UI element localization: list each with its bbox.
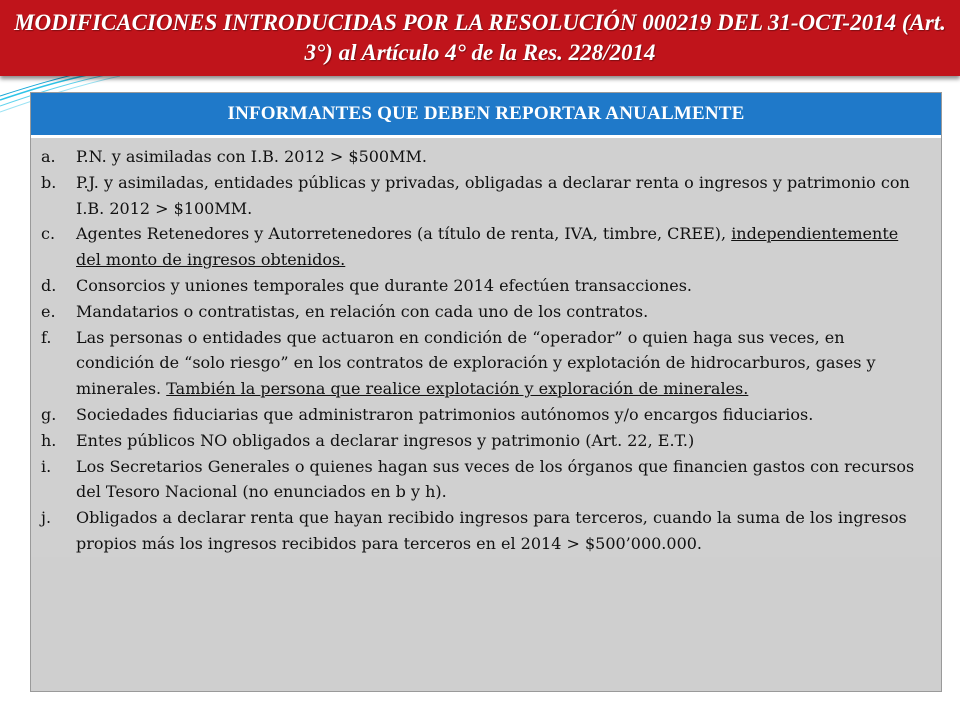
- list-item-text: [76, 221, 923, 273]
- list-item-letter: d.: [41, 275, 57, 295]
- list-item-underlined-text: independientemente del monto de ingresos obtenidos.: [76, 224, 899, 270]
- list-item-main-text: P.J. y asimiladas, entidades públicas y privadas, obligadas a declarar renta o ingresos y patrimonio con I.B. 2012 > $100MM.: [76, 172, 910, 218]
- informantes-table: [30, 92, 942, 692]
- list-item: [41, 221, 923, 273]
- list-item-text: [76, 505, 923, 557]
- list-item-main-text: Mandatarios o contratistas, en relación con cada uno de los contratos.: [76, 301, 649, 321]
- list-item-letter: h.: [41, 430, 57, 450]
- list-item-letter: e.: [41, 301, 56, 321]
- list-item-main-text: Las personas o entidades que actuaron en condición de “operador” o quien haga sus veces, en condición de “solo riesgo” en los contratos de exploración y explotación de hidrocarburos, gases y minerales.: [76, 327, 876, 399]
- list-item-text: [76, 428, 923, 454]
- list-item-letter: g.: [41, 404, 57, 424]
- list-item: [41, 170, 923, 222]
- slide-title: MODIFICACIONES INTRODUCIDAS POR LA RESOLUCIÓN 000219 DEL 31-OCT-2014 (Art. 3°) al Artículo 4° de la Res. 228/2014: [14, 10, 946, 65]
- list-item: [41, 273, 923, 299]
- list-item-main-text: Obligados a declarar renta que hayan recibido ingresos para terceros, cuando la suma de los ingresos propios más los ingresos recibidos para terceros en el 2014 > $500’000.000.: [76, 508, 907, 553]
- list-item-text: [76, 325, 923, 402]
- list-item: [41, 325, 923, 402]
- list-item-main-text: Sociedades fiduciarias que administraron patrimonios autónomos y/o encargos fiduciarios.: [76, 404, 814, 424]
- list-item-letter: j.: [41, 508, 52, 528]
- table-body: [31, 138, 941, 557]
- table-header: INFORMANTES QUE DEBEN REPORTAR ANUALMENTE: [31, 93, 941, 138]
- list-item-text: [76, 454, 923, 506]
- list-item-letter: f.: [41, 327, 52, 347]
- list-item: [41, 299, 923, 325]
- list-item-main-text: Consorcios y uniones temporales que durante 2014 efectúen transacciones.: [76, 275, 693, 295]
- list-item-main-text: Los Secretarios Generales o quienes hagan sus veces de los órganos que financien gastos con recursos del Tesoro Nacional (no enunciados en b y h).: [76, 456, 915, 502]
- list-item-main-text: Entes públicos NO obligados a declarar ingresos y patrimonio (Art. 22, E.T.): [76, 430, 695, 450]
- list-item-underlined-text: También la persona que realice explotación y exploración de minerales.: [166, 379, 749, 399]
- list-item-main-text: P.N. y asimiladas con I.B. 2012 > $500MM.: [76, 147, 427, 166]
- list-item-main-text: Agentes Retenedores y Autorretenedores (a título de renta, IVA, timbre, CREE),: [76, 224, 732, 244]
- list-item: [41, 505, 923, 557]
- list-item-text: [76, 299, 923, 325]
- list-item: [41, 428, 923, 454]
- title-banner: [0, 0, 960, 76]
- list-item: [41, 454, 923, 506]
- list-item: [41, 144, 923, 170]
- informantes-list: [41, 144, 923, 557]
- list-item-text: [76, 402, 923, 428]
- list-item-letter: c.: [41, 224, 56, 244]
- list-item-letter: i.: [41, 456, 52, 476]
- list-item-text: [76, 144, 923, 170]
- list-item-letter: a.: [41, 147, 56, 166]
- list-item-text: [76, 273, 923, 299]
- list-item-letter: b.: [41, 172, 57, 192]
- list-item-text: [76, 170, 923, 222]
- list-item: [41, 402, 923, 428]
